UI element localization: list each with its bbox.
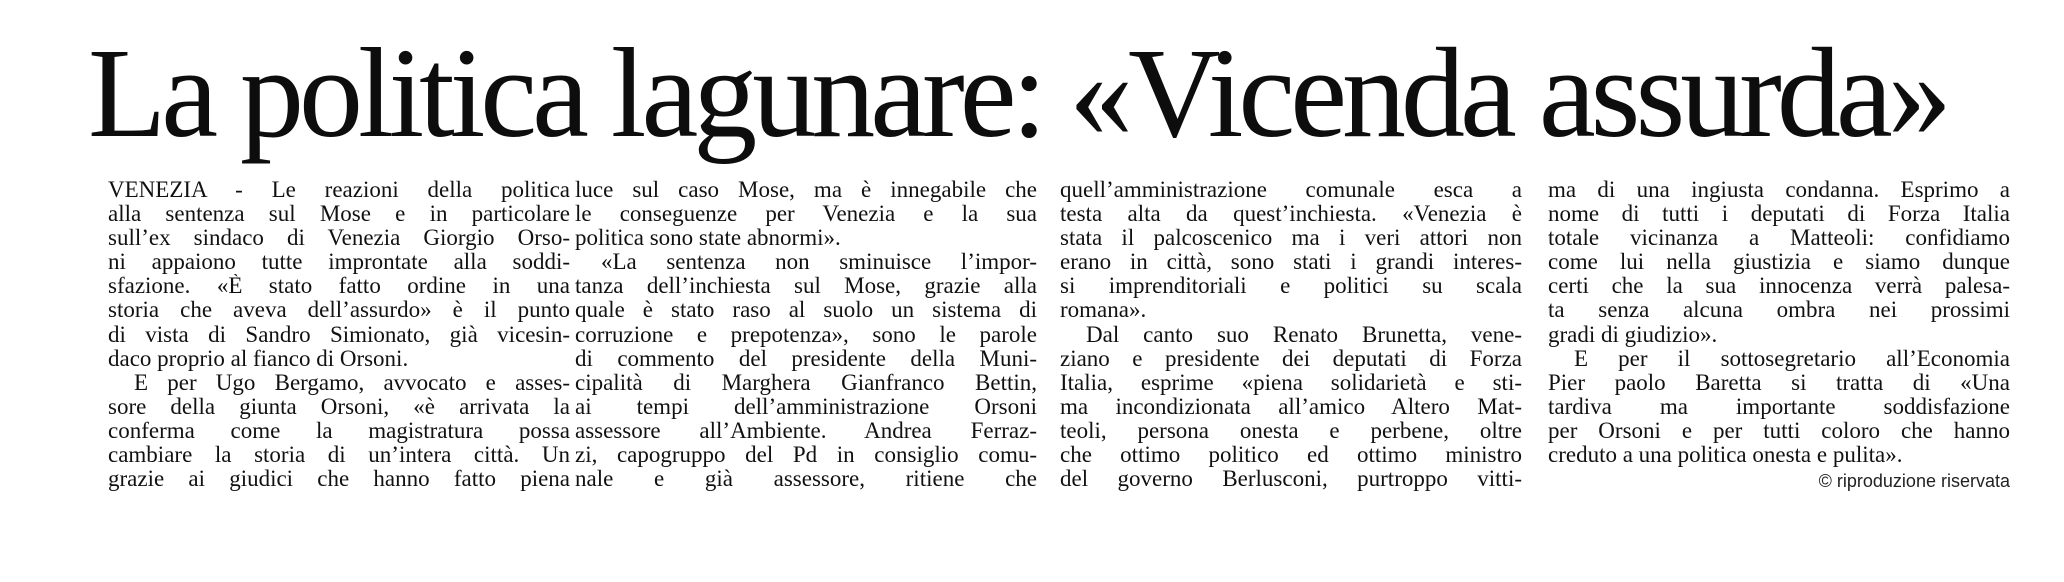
text-line: ta senza alcuna ombra nei prossimi [1548, 298, 2010, 323]
article-column-1 [108, 178, 570, 491]
text-line: stata il palcoscenico ma i veri attori non [1060, 226, 1522, 251]
text-line: Italia, esprime «piena solidarietà e sti- [1060, 370, 1522, 395]
text-line: gradi di giudizio». [1548, 322, 1718, 347]
text-line: come lui nella giustizia e siamo dunque [1548, 250, 2010, 275]
text-line: le conseguenze per Venezia e la sua [575, 202, 1037, 227]
text-line: grazie ai giudici che hanno fatto piena [108, 467, 570, 492]
text-line: politica sono state abnormi». [575, 226, 841, 251]
text-line: ziano e presidente dei deputati di Forza [1060, 346, 1522, 371]
text-line: che ottimo politico ed ottimo ministro [1060, 443, 1522, 468]
text-line: cipalità di Marghera Gianfranco Bettin, [575, 370, 1037, 395]
text-line: ai tempi dell’amministrazione Orsoni [575, 394, 1037, 419]
text-line: romana». [1060, 298, 1147, 323]
text-line: nale e già assessore, ritiene che [575, 467, 1037, 492]
text-line: si imprenditoriali e politici su scala [1060, 274, 1522, 299]
text-line: VENEZIA - Le reazioni della politica [108, 178, 570, 202]
text-line: di commento del presidente della Muni- [575, 346, 1037, 371]
text-line: zi, capogruppo del Pd in consiglio comu- [575, 443, 1037, 468]
text-line: testa alta da quest’inchiesta. «Venezia è [1060, 202, 1522, 227]
text-line: E per Ugo Bergamo, avvocato e asses- [134, 370, 570, 395]
text-line: assessore all’Ambiente. Andrea Ferraz- [575, 418, 1037, 443]
text-line: «La sentenza non sminuisce l’impor- [601, 250, 1037, 275]
text-line: Dal canto suo Renato Brunetta, vene- [1086, 322, 1522, 347]
text-line: ma di una ingiusta condanna. Esprimo a [1548, 178, 2010, 202]
text-line: sore della giunta Orsoni, «è arrivata la [108, 394, 570, 419]
article-body [0, 178, 2064, 558]
text-line: totale vicinanza a Matteoli: confidiamo [1548, 226, 2010, 251]
article-column-2 [575, 178, 1037, 491]
text-line: storia che aveva dell’assurdo» è il punto [108, 298, 570, 323]
text-line: conferma come la magistratura possa [108, 418, 570, 443]
text-line: Pier paolo Baretta si tratta di «Una [1548, 370, 2010, 395]
text-line: ni appaiono tutte improntate alla soddi- [108, 250, 570, 275]
text-line: creduto a una politica onesta e pulita». [1548, 443, 1903, 468]
text-line: tardiva ma importante soddisfazione [1548, 394, 2010, 419]
copyright-notice: © riproduzione riservata [1818, 471, 2010, 492]
text-line: ma incondizionata all’amico Altero Mat- [1060, 394, 1522, 419]
text-line: erano in città, sono stati i grandi interes- [1060, 250, 1522, 275]
text-line: alla sentenza sul Mose e in particolare [108, 202, 570, 227]
text-line: tanza dell’inchiesta sul Mose, grazie alla [575, 274, 1037, 299]
text-line: sull’ex sindaco di Venezia Giorgio Orso- [108, 226, 570, 251]
text-line: per Orsoni e per tutti coloro che hanno [1548, 418, 2010, 443]
text-line: quale è stato raso al suolo un sistema di [575, 298, 1037, 323]
text-line: sfazione. «È stato fatto ordine in una [108, 274, 570, 299]
text-line: E per il sottosegretario all’Economia [1574, 346, 2010, 371]
text-line: nome di tutti i deputati di Forza Italia [1548, 202, 2010, 227]
text-line: daco proprio al fianco di Orsoni. [108, 346, 409, 371]
text-line: teoli, persona onesta e perbene, oltre [1060, 418, 1522, 443]
article-column-3 [1060, 178, 1522, 491]
text-line: certi che la sua innocenza verrà palesa- [1548, 274, 2010, 299]
text-line: cambiare la storia di un’intera città. Un [108, 443, 570, 468]
article-column-4 [1548, 178, 2010, 492]
headline: La politica lagunare: «Vicenda assurda» [88, 22, 1947, 164]
text-line: di vista di Sandro Simionato, già vicesin- [108, 322, 570, 347]
text-line: luce sul caso Mose, ma è innegabile che [575, 178, 1037, 202]
text-line: del governo Berlusconi, purtroppo vitti- [1060, 467, 1522, 492]
text-line: quell’amministrazione comunale esca a [1060, 178, 1522, 202]
text-line: corruzione e prepotenza», sono le parole [575, 322, 1037, 347]
